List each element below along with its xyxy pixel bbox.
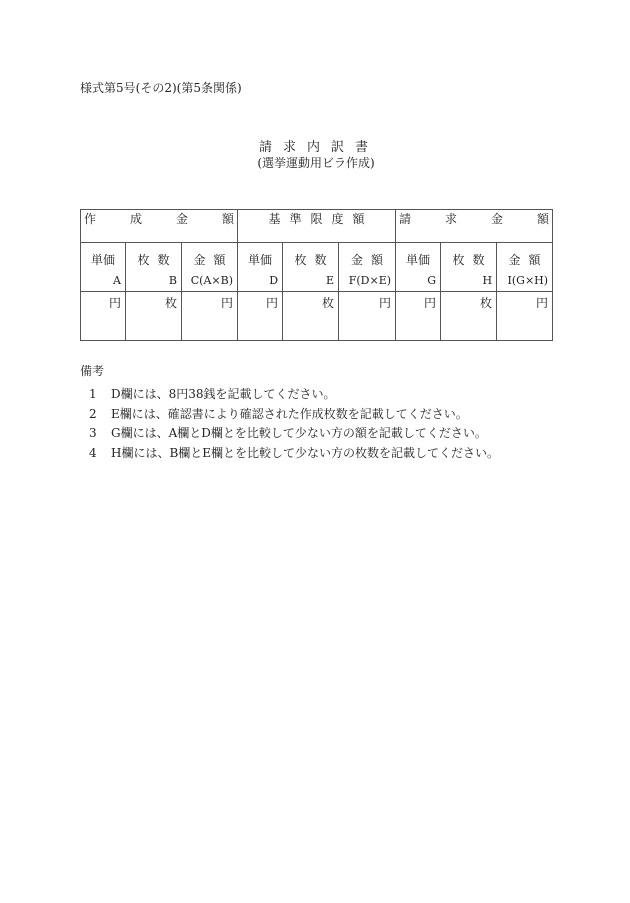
group-claim-amount: 請 求 金 額 bbox=[396, 210, 553, 243]
column-header: 金額 I(G×H) bbox=[497, 243, 553, 292]
entry-cell-i[interactable]: 円 bbox=[497, 292, 553, 341]
remark-item: 2 E欄には、確認書により確認された作成枚数を記載してください。 bbox=[89, 406, 468, 421]
remark-item: 3 G欄には、A欄とD欄とを比較して少ない方の額を記載してください。 bbox=[89, 426, 487, 440]
entry-cell-g[interactable]: 円 bbox=[396, 292, 441, 341]
column-header: 単価 G bbox=[396, 243, 441, 292]
remark-item: 1 D欄には、8円38銭を記載してください。 bbox=[89, 387, 336, 401]
entry-cell-a[interactable]: 円 bbox=[81, 292, 126, 341]
billing-breakdown-table bbox=[80, 209, 553, 341]
column-header: 単価 D bbox=[238, 243, 283, 292]
column-header: 枚数 B bbox=[126, 243, 182, 292]
column-header: 金額 C(A×B) bbox=[182, 243, 238, 292]
document-subtitle: (選挙運動用ビラ作成) bbox=[257, 156, 375, 170]
group-header-row bbox=[81, 210, 553, 243]
group-standard-limit: 基 準 限 度 額 bbox=[238, 210, 396, 243]
form-number: 様式第5号(その2)(第5条関係) bbox=[80, 81, 242, 95]
column-header-row bbox=[81, 243, 553, 292]
entry-cell-c[interactable]: 円 bbox=[182, 292, 238, 341]
entry-cell-d[interactable]: 円 bbox=[238, 292, 283, 341]
entry-cell-f[interactable]: 円 bbox=[339, 292, 396, 341]
entry-cell-b[interactable]: 枚 bbox=[126, 292, 182, 341]
column-header: 枚数 E bbox=[283, 243, 339, 292]
entry-cell-e[interactable]: 枚 bbox=[283, 292, 339, 341]
remarks-section bbox=[80, 362, 499, 463]
document-title: 請求内訳書 bbox=[258, 140, 379, 155]
remark-item: 4 H欄には、B欄とE欄とを比較して少ない方の枚数を記載してください。 bbox=[89, 445, 500, 460]
column-header: 枚数 H bbox=[441, 243, 497, 292]
column-header: 単価 A bbox=[81, 243, 126, 292]
column-header: 金額 F(D×E) bbox=[339, 243, 396, 292]
remarks-heading: 備考 bbox=[80, 364, 105, 378]
entry-cell-h[interactable]: 枚 bbox=[441, 292, 497, 341]
value-entry-row bbox=[81, 292, 553, 341]
group-production-amount: 作 成 金 額 bbox=[81, 210, 238, 243]
